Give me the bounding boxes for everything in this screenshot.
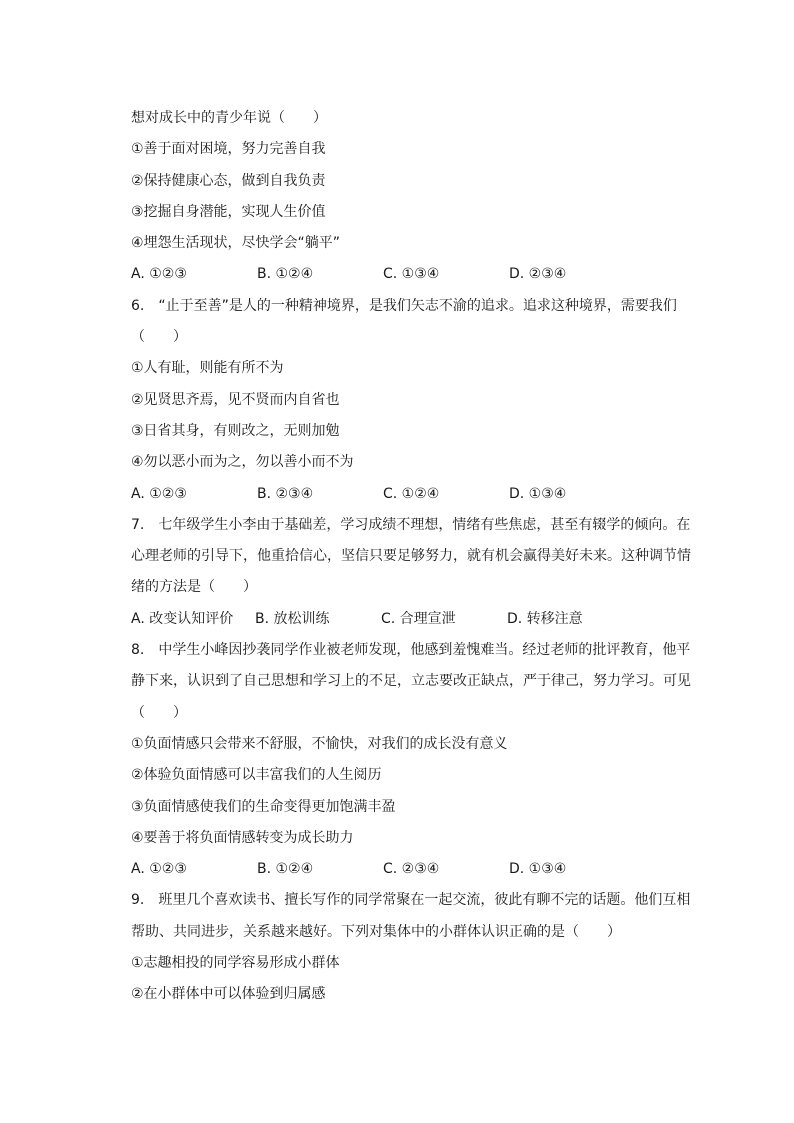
q5-option-a[interactable]: A. ①②③ [131, 266, 187, 283]
q7-options [131, 604, 691, 635]
q7-stem-line-2: 心理老师的引导下，他重拾信心，坚信只要足够努力，就有机会赢得美好未来。这种调节情 [131, 548, 691, 565]
q8-statement-2: ②体验负面情感可以丰富我们的人生阅历 [131, 767, 382, 784]
q7-option-d[interactable]: D. 转移注意 [507, 610, 583, 627]
q9-stem-line-1: 9. 班里几个喜欢读书、擅长写作的同学常聚在一起交流，彼此有聊不完的话题。他们互相 [131, 892, 691, 909]
q6-statement-1: ①人有耻，则能有所不为 [131, 360, 284, 377]
q6-option-b[interactable]: B. ②③④ [257, 485, 314, 502]
q8-stem-line-1: 8. 中学生小峰因抄袭同学作业被老师发现，他感到羞愧难当。经过老师的批评教育，他平 [131, 642, 691, 659]
q7-stem-line-1: 7. 七年级学生小李由于基础差，学习成绩不理想，情绪有些焦虑，甚至有辍学的倾向。在 [131, 516, 691, 533]
q7-stem-line-3: 绪的方法是（ ） [131, 579, 257, 596]
q7-option-c[interactable]: C. 合理宣泄 [381, 610, 456, 627]
q8-options [131, 854, 691, 885]
q8-option-a[interactable]: A. ①②③ [131, 861, 187, 878]
q5-statement-3: ③挖掘自身潜能，实现人生价值 [131, 203, 326, 220]
q6-option-a[interactable]: A. ①②③ [131, 485, 187, 502]
q5-option-d[interactable]: D. ②③④ [509, 266, 567, 283]
q6-statement-3: ③日省其身，有则改之，无则加勉 [131, 422, 340, 439]
q8-stem-line-2: 静下来，认识到了自己思想和学习上的不足，立志要改正缺点，严于律己，努力学习。可见 [131, 673, 691, 690]
q8-statement-3: ③负面情感使我们的生命变得更加饱满丰盈 [131, 798, 396, 815]
q6-statement-4: ④勿以恶小而为之，勿以善小而不为 [131, 454, 354, 471]
q8-option-b[interactable]: B. ①②④ [257, 861, 314, 878]
q6-stem-line-1: 6. “止于至善”是人的一种精神境界，是我们矢志不渝的追求。追求这种境界，需要我们 [131, 297, 677, 314]
q5-statement-1: ①善于面对困境，努力完善自我 [131, 141, 326, 158]
q6-statement-2: ②见贤思齐焉，见不贤而内自省也 [131, 391, 340, 408]
q6-options [131, 479, 691, 510]
q5-statement-2: ②保持健康心态，做到自我负责 [131, 172, 326, 189]
q5-option-c[interactable]: C. ①③④ [383, 266, 440, 283]
question-content [131, 103, 691, 1011]
q6-option-c[interactable]: C. ①②④ [383, 485, 440, 502]
q5-option-b[interactable]: B. ①②④ [257, 266, 314, 283]
q7-option-b[interactable]: B. 放松训练 [255, 610, 330, 627]
q8-option-d[interactable]: D. ①③④ [509, 861, 567, 878]
q8-option-c[interactable]: C. ②③④ [383, 861, 440, 878]
q8-statement-4: ④要善于将负面情感转变为成长助力 [131, 829, 354, 846]
q6-option-d[interactable]: D. ①③④ [509, 485, 567, 502]
q9-statement-1: ①志趣相投的同学容易形成小群体 [131, 955, 340, 972]
q7-option-a[interactable]: A. 改变认知评价 [131, 610, 234, 627]
q5-options [131, 259, 691, 290]
q6-stem-line-2: （ ） [131, 329, 187, 346]
q5-stem-line: 想对成长中的青少年说（ ） [131, 110, 327, 126]
q8-stem-line-3: （ ） [131, 704, 187, 721]
q9-statement-2: ②在小群体中可以体验到归属感 [131, 986, 326, 1003]
q8-statement-1: ①负面情感只会带来不舒服，不愉快，对我们的成长没有意义 [131, 735, 508, 752]
q9-stem-line-2: 帮助、共同进步，关系越来越好。下列对集体中的小群体认识正确的是（ ） [131, 923, 621, 940]
q5-statement-4: ④埋怨生活现状，尽快学会“躺平” [131, 235, 341, 252]
